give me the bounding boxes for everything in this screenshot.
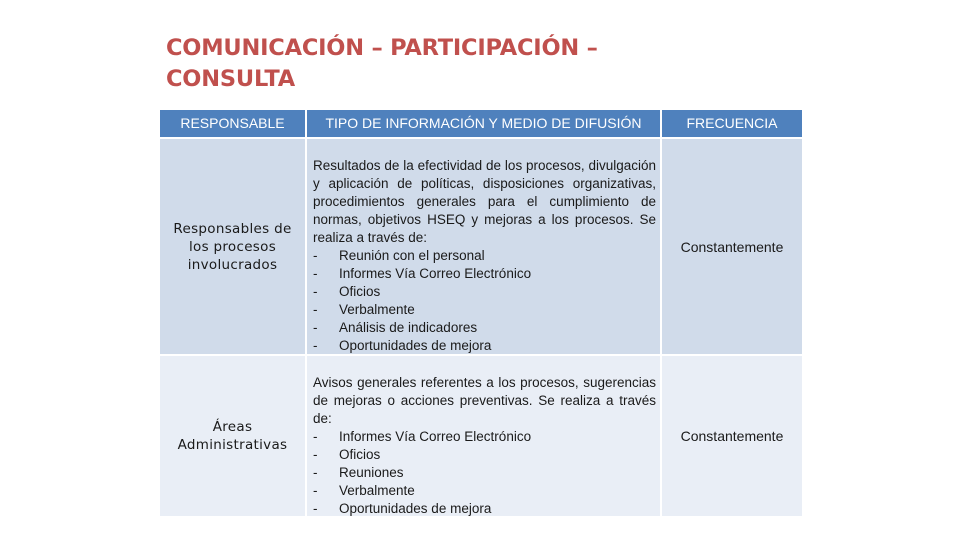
row-2-informacion (307, 356, 660, 516)
dash: - (313, 320, 318, 335)
row-2-responsable (160, 356, 305, 516)
list-item-text: Análisis de indicadores (339, 320, 478, 335)
row-1-descripcion: Resultados de la efectividad de los procesos, divulgación y aplicación de políticas, disposiciones organizativas, procedimientos generales para el cumplimiento de normas, objetivos HSEQ y mejoras a los procesos. Se realiza a través de: (313, 158, 656, 245)
row-1-frecuencia: Constantemente (662, 139, 802, 354)
header-frecuencia: FRECUENCIA (662, 110, 802, 137)
row-2-frecuencia: Constantemente (662, 356, 802, 516)
header-tipo-informacion: TIPO DE INFORMACIÓN Y MEDIO DE DIFUSIÓN (307, 110, 660, 137)
dash: - (313, 338, 318, 353)
list-item (313, 500, 656, 518)
page-title (166, 33, 726, 95)
list-item (313, 301, 656, 319)
list-item-text: Oportunidades de mejora (339, 338, 492, 353)
title-line-2: CONSULTA (166, 66, 295, 92)
list-item (313, 247, 656, 265)
list-item (313, 337, 656, 355)
list-item-text: Informes Vía Correo Electrónico (339, 266, 532, 281)
list-item-text: Informes Vía Correo Electrónico (339, 429, 532, 444)
dash: - (313, 284, 318, 299)
dash: - (313, 429, 318, 444)
dash: - (313, 248, 318, 263)
dash: - (313, 501, 318, 516)
dash: - (313, 483, 318, 498)
row-1-responsable-line: los procesos (188, 238, 277, 255)
list-item (313, 265, 656, 283)
list-item-text: Reuniones (339, 465, 404, 480)
list-item-text: Reunión con el personal (339, 248, 485, 263)
list-item (313, 482, 656, 500)
list-item (313, 446, 656, 464)
list-item (313, 283, 656, 301)
row-2-responsable-line: Administrativas (177, 437, 288, 453)
title-line-1: COMUNICACIÓN – PARTICIPACIÓN – (166, 35, 598, 61)
dash: - (313, 302, 318, 317)
list-item-text: Oportunidades de mejora (339, 501, 492, 516)
dash: - (313, 447, 318, 462)
row-1-responsable-line: Responsables de (173, 220, 292, 237)
list-item-text: Oficios (339, 447, 381, 462)
row-2-responsable-line: Áreas (212, 419, 253, 435)
row-1-responsable-line: involucrados (187, 256, 278, 273)
row-1-informacion (307, 139, 660, 354)
list-item-text: Verbalmente (339, 302, 415, 317)
dash: - (313, 465, 318, 480)
list-item-text: Verbalmente (339, 483, 415, 498)
row-2-descripcion: Avisos generales referentes a los procesos, sugerencias de mejoras o acciones preventivas. Se realiza a través de: (313, 375, 656, 426)
header-responsable: RESPONSABLE (160, 110, 305, 137)
list-item-text: Oficios (339, 284, 381, 299)
list-item (313, 319, 656, 337)
row-1-responsable (160, 139, 305, 354)
list-item (313, 464, 656, 482)
dash: - (313, 266, 318, 281)
list-item (313, 428, 656, 446)
